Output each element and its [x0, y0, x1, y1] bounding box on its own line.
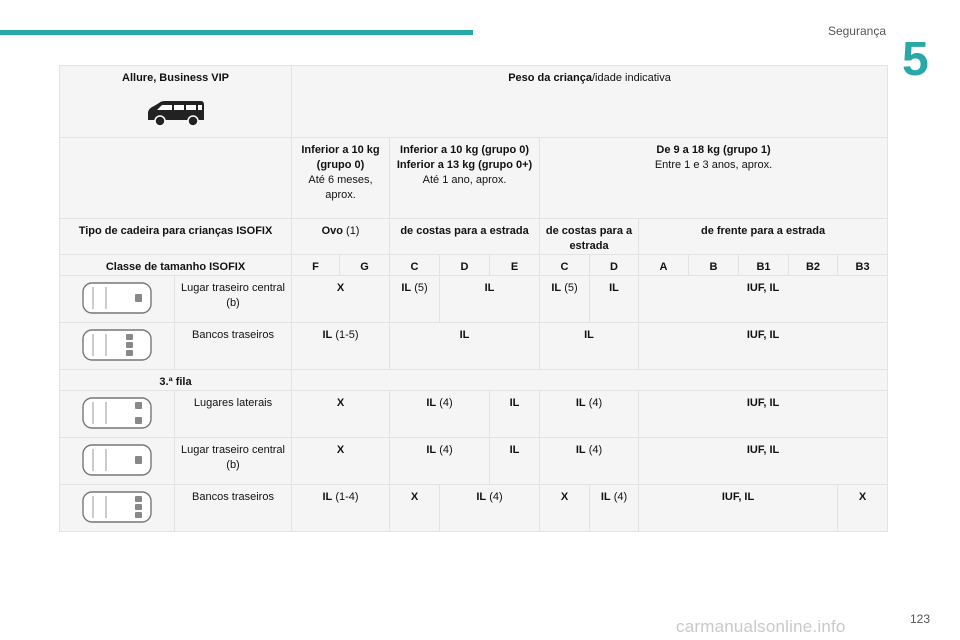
size-class-cell: D [440, 255, 490, 276]
value-cell: IUF, IL [639, 323, 888, 370]
car-diagram-cell [60, 391, 175, 438]
table-row [60, 323, 888, 370]
value-cell: X [838, 485, 888, 532]
header-accent-bar [0, 30, 473, 35]
value-cell: X [292, 391, 390, 438]
seat-type-label: Tipo de cadeira para crianças ISOFIX [60, 219, 292, 255]
seat-label: Lugar traseiro central (b) [175, 276, 292, 323]
value-cell: IUF, IL [639, 485, 838, 532]
seat-label: Bancos traseiros [175, 485, 292, 532]
vehicle-version: Allure, Business VIP [122, 72, 229, 84]
value-cell: X [292, 438, 390, 485]
van-side-icon [145, 100, 207, 128]
value-cell: IUF, IL [639, 276, 888, 323]
weight-title-cell [292, 66, 888, 138]
seat-type-rear-facing-a: de costas para a estrada [390, 219, 540, 255]
table-row [60, 276, 888, 323]
chapter-number: 5 [902, 33, 929, 86]
size-class-row [60, 255, 888, 276]
group-0-weight: Inferior a 10 kg (grupo 0) [301, 144, 380, 171]
value-cell: IUF, IL [639, 391, 888, 438]
value-cell: X [390, 485, 440, 532]
car-diagram-cell [60, 323, 175, 370]
empty-cell [292, 370, 888, 391]
value-cell: X [292, 276, 390, 323]
seat-label: Lugares laterais [175, 391, 292, 438]
third-row-label: 3.ª fila [60, 370, 292, 391]
seat-label: Bancos traseiros [175, 323, 292, 370]
size-class-cell: F [292, 255, 340, 276]
table-row [60, 485, 888, 532]
size-class-cell: B1 [739, 255, 789, 276]
value-cell: IL [490, 391, 540, 438]
value-cell: IL [440, 276, 540, 323]
value-cell: IL (4) [590, 485, 639, 532]
value-cell: IL (4) [440, 485, 540, 532]
size-class-cell: A [639, 255, 689, 276]
value-cell: IL [540, 323, 639, 370]
car-top-view-icon [80, 490, 154, 524]
table-row [60, 391, 888, 438]
seat-type-forward-facing: de frente para a estrada [639, 219, 888, 255]
group-0plus-age: Até 1 ano, aprox. [422, 174, 507, 186]
size-class-cell: C [540, 255, 590, 276]
size-class-label: Classe de tamanho ISOFIX [60, 255, 292, 276]
seat-type-rear-facing-b: de costas para a estrada [540, 219, 639, 255]
car-diagram-cell [60, 485, 175, 532]
group-1-weight: De 9 a 18 kg (grupo 1) [656, 144, 771, 156]
table-header-row [60, 66, 888, 138]
group-1-cell [540, 138, 888, 219]
group-0-cell [292, 138, 390, 219]
isofix-table [59, 65, 888, 532]
car-top-view-icon [80, 443, 154, 477]
value-cell: IL [490, 438, 540, 485]
car-diagram-cell [60, 438, 175, 485]
value-cell: IUF, IL [639, 438, 888, 485]
car-top-view-icon [80, 281, 154, 315]
value-cell: IL (4) [390, 438, 490, 485]
car-top-view-icon [80, 396, 154, 430]
weight-title-rest: /idade indicativa [591, 72, 671, 84]
weight-groups-row [60, 138, 888, 219]
third-row-header [60, 370, 888, 391]
value-cell: IL (1-4) [292, 485, 390, 532]
size-class-cell: E [490, 255, 540, 276]
section-title: Segurança [827, 24, 886, 38]
table-row [60, 438, 888, 485]
value-cell: X [540, 485, 590, 532]
group-1-age: Entre 1 e 3 anos, aprox. [654, 159, 773, 171]
value-cell: IL (5) [390, 276, 440, 323]
value-cell: IL (4) [540, 391, 639, 438]
value-cell: IL (4) [390, 391, 490, 438]
value-cell: IL [590, 276, 639, 323]
group-0-age: Até 6 meses, aprox. [308, 174, 373, 201]
car-diagram-cell [60, 276, 175, 323]
seat-label: Lugar traseiro central (b) [175, 438, 292, 485]
size-class-cell: G [340, 255, 390, 276]
value-cell: IL (1-5) [292, 323, 390, 370]
size-class-cell: D [590, 255, 639, 276]
size-class-cell: B2 [789, 255, 838, 276]
car-top-view-icon [80, 328, 154, 362]
seat-type-shell: Ovo (1) [292, 219, 390, 255]
value-cell: IL (5) [540, 276, 590, 323]
size-class-cell: C [390, 255, 440, 276]
watermark: carmanualsonline.info [676, 617, 846, 636]
seat-type-row [60, 219, 888, 255]
weight-title-bold: Peso da criança [508, 72, 592, 84]
vehicle-cell [60, 66, 292, 138]
empty-cell [60, 138, 292, 219]
value-cell: IL [390, 323, 540, 370]
group-0plus-cell [390, 138, 540, 219]
group-0plus-weight-b: Inferior a 13 kg (grupo 0+) [396, 159, 533, 171]
group-0plus-weight-a: Inferior a 10 kg (grupo 0) [400, 144, 529, 156]
size-class-cell: B [689, 255, 739, 276]
size-class-cell: B3 [838, 255, 888, 276]
page-number: 123 [909, 612, 930, 626]
value-cell: IL (4) [540, 438, 639, 485]
